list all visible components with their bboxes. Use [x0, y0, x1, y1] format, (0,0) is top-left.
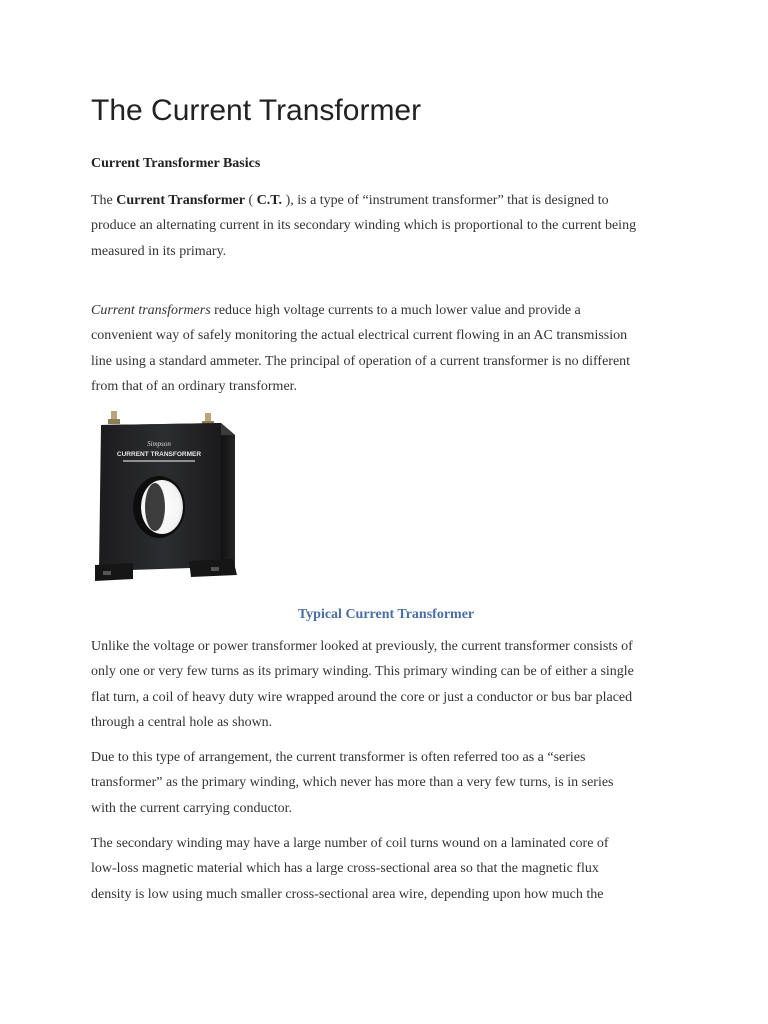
figure-caption: Typical Current Transformer [297, 607, 475, 622]
term-ct: C.T. [256, 193, 283, 208]
term-current-transformers: Current transformers [91, 303, 211, 318]
paragraph-purpose: Current transformers reduce high voltage currents to a much lower value and provide a convenient way of safely monitoring the actual electrical current flowing in an AC transmission line using a standard ammeter. The principal of operation of a current transformer is no different from that of an ordinary transformer. [91, 303, 631, 394]
paragraph-intro: The Current Transformer ( C.T. ), is a type of “instrument transformer” that is designed to produce an alternating current in its secondary winding which is proportional to the current being measured in its primary. [91, 193, 637, 259]
term-current-transformer: Current Transformer [116, 193, 245, 208]
paragraph-series-transformer: Due to this type of arrangement, the current transformer is often referred too as a “series transformer” as the primary winding, which never has more than a very few turns, is in series with the current carrying conductor. [91, 750, 614, 816]
section-subheading: Current Transformer Basics [91, 156, 261, 171]
current-transformer-image [93, 405, 239, 585]
device-brand-text: Simpson [147, 440, 171, 448]
paragraph-primary-winding: Unlike the voltage or power transformer looked at previously, the current transformer consists of only one or very few turns as its primary winding. This primary winding can be of either a single flat turn, a coil of heavy duty wire wrapped around the core or just a conductor or bus bar placed through a central hole as shown. [91, 639, 634, 730]
page-title: The Current Transformer [91, 94, 422, 127]
paragraph-secondary-winding: The secondary winding may have a large number of coil turns wound on a laminated core of low-loss magnetic material which has a large cross-sectional area so that the magnetic flux density is low using much smaller cross-sectional area wire, depending upon how much the [91, 836, 609, 902]
device-label-text: CURRENT TRANSFORMER [116, 451, 202, 458]
